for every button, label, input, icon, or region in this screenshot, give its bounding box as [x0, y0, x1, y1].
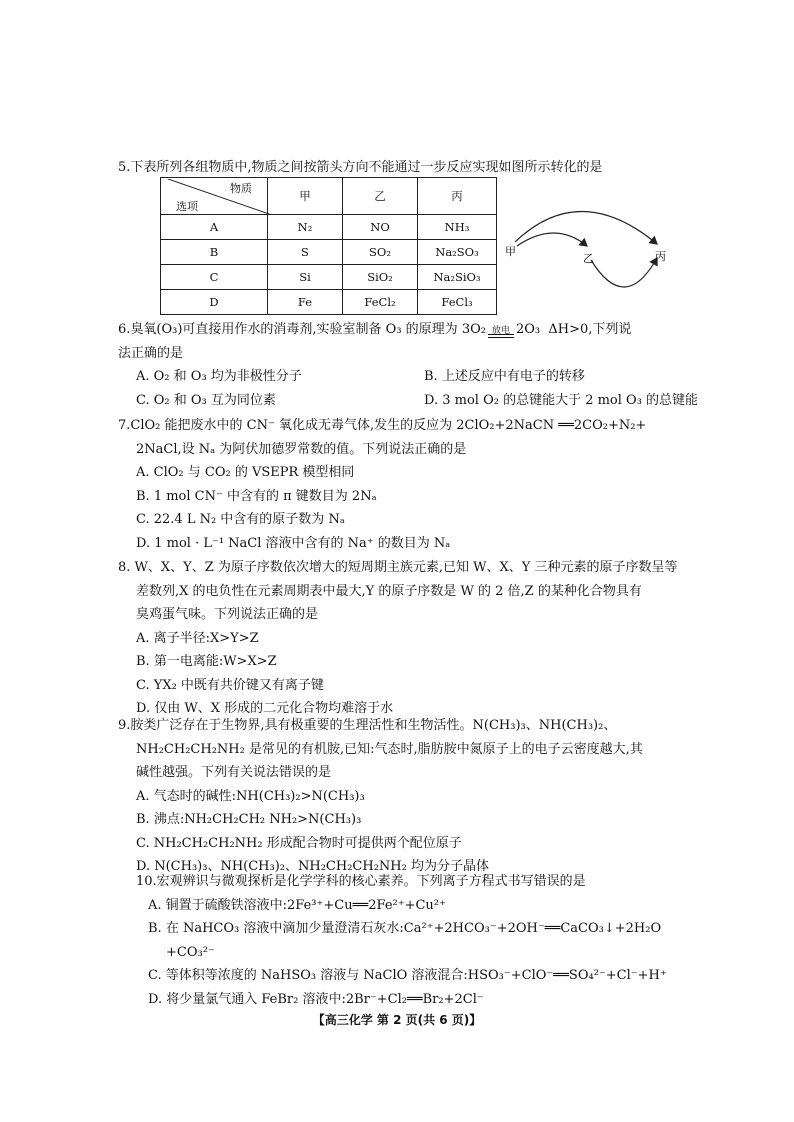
question-6-options-row1 — [118, 365, 712, 389]
question-10-option-b: B. 在 NaHCO₃ 溶液中滴加少量澄清石灰水:Ca²⁺+2HCO₃⁻+2OH⁻══CaCO₃↓+2H₂O — [148, 921, 662, 936]
question-6-stem — [118, 318, 712, 342]
question-9-stem-line2: NH₂CH₂CH₂NH₂ 是常见的有机胺,已知:气态时,脂肪胺中氮原子上的电子云密度越大,其 — [136, 741, 643, 757]
question-8-stem-line3: 臭鸡蛋气味。下列说法正确的是 — [136, 607, 319, 622]
question-8-stem-line2: 差数列,X 的电负性在元素周期表中最大,Y 的原子序数是 W 的 2 倍,Z 的某种化合物具有 — [136, 583, 642, 599]
table-cell: FeCl₃ — [418, 290, 497, 315]
table-cell: N₂ — [268, 215, 343, 240]
scheme-node-bing: 丙 — [655, 250, 666, 263]
question-6-stem-part1: 6.臭氧(O₃)可直接用作水的消毒剂,实验室制备 O₃ 的原理为 3O₂ — [118, 322, 486, 337]
question-6-option-c: C. O₂ 和 O₃ 互为同位素 — [136, 392, 276, 408]
question-7-stem-line1: 7.ClO₂ 能把废水中的 CN⁻ 氧化成无毒气体,发生的反应为 2ClO₂+2NaCN ══2CO₂+N₂+ — [118, 418, 647, 433]
question-8-option-d: D. 仅由 W、X 形成的二元化合物均难溶于水 — [136, 701, 394, 716]
question-6 — [118, 318, 712, 412]
question-10-stem: 10.宏观辨识与微观探析是化学学科的核心素养。下列离子方程式书写错误的是 — [136, 874, 586, 889]
question-7-option-a: A. ClO₂ 与 CO₂ 的 VSEPR 模型相同 — [136, 465, 355, 480]
question-6-options-row2 — [118, 389, 712, 413]
question-10 — [118, 870, 712, 1011]
table-cell: D — [161, 290, 268, 315]
table-cell: Na₂SiO₃ — [418, 265, 497, 290]
question-7-option-c: C. 22.4 L N₂ 中含有的原子数为 Nₐ — [136, 512, 345, 527]
table-cell: Fe — [268, 290, 343, 315]
question-8-option-a: A. 离子半径:X>Y>Z — [136, 630, 259, 646]
question-6-stem-part2: 2O₃ ΔH>0,下列说 — [515, 322, 632, 337]
question-6-option-b: B. 上述反应中有电子的转移 — [424, 369, 585, 384]
table-cell: FeCl₂ — [343, 290, 418, 315]
scheme-node-yi: 乙 — [583, 252, 594, 265]
question-6-option-a: A. O₂ 和 O₃ 均为非极性分子 — [136, 369, 302, 384]
corner-label-option: 选项 — [176, 200, 198, 213]
question-8-stem-line1: 8. W、X、Y、Z 为原子序数依次增大的短周期主族元素,已知 W、X、Y 三种元素的原子序数呈等 — [118, 560, 678, 575]
table-corner-diagonal — [168, 179, 264, 213]
table-cell: SO₂ — [343, 240, 418, 265]
question-9-option-c: C. NH₂CH₂CH₂NH₂ 形成配合物时可提供两个配位原子 — [136, 835, 462, 851]
question-6-stem-part3: 法正确的是 — [118, 345, 184, 361]
question-7-stem-line2: 2NaCl,设 Nₐ 为阿伏加德罗常数的值。下列说法正确的是 — [136, 441, 467, 457]
page-footer: 【高三化学 第 2 页(共 6 页)】 — [312, 1013, 482, 1027]
question-9-option-b: B. 沸点:NH₂CH₂CH₂ NH₂>N(CH₃)₃ — [136, 812, 362, 827]
conversion-scheme — [505, 200, 680, 300]
question-9-stem-line1: 9.胺类广泛存在于生物界,具有极重要的生理活性和生物活性。N(CH₃)₃、NH(CH₃)₂、 — [118, 718, 617, 733]
col-header-jia: 甲 — [268, 178, 343, 215]
table-row — [161, 265, 497, 290]
question-9-option-a: A. 气态时的碱性:NH(CH₃)₂>N(CH₃)₃ — [136, 788, 365, 804]
question-9-option-d: D. N(CH₃)₃、NH(CH₃)₂、NH₂CH₂CH₂NH₂ 均为分子晶体 — [136, 859, 489, 874]
table-row — [161, 215, 497, 240]
discharge-arrow — [488, 325, 514, 338]
col-header-yi: 乙 — [343, 178, 418, 215]
question-7 — [118, 414, 712, 555]
table-row — [161, 290, 497, 315]
question-10-option-d: D. 将少量氯气通入 FeBr₂ 溶液中:2Br⁻+Cl₂══Br₂+2Cl⁻ — [148, 991, 484, 1007]
scheme-node-jia: 甲 — [505, 245, 516, 258]
question-5 — [118, 156, 712, 180]
table-cell: Si — [268, 265, 343, 290]
question-8-option-b: B. 第一电离能:W>X>Z — [136, 654, 277, 669]
corner-label-substance: 物质 — [230, 182, 252, 195]
question-5-stem: 5.下表所列各组物质中,物质之间按箭头方向不能通过一步反应实现如图所示转化的是 — [118, 160, 603, 175]
arrow-label: 放电 — [491, 326, 510, 336]
table-cell: S — [268, 240, 343, 265]
table-row — [161, 240, 497, 265]
table-cell: A — [161, 215, 268, 240]
table-cell: B — [161, 240, 268, 265]
question-9 — [118, 714, 712, 879]
question-6-option-d: D. 3 mol O₂ 的总键能大于 2 mol O₃ 的总键能 — [424, 392, 699, 408]
table-cell: C — [161, 265, 268, 290]
table-cell: NO — [343, 215, 418, 240]
table-cell: NH₃ — [418, 215, 497, 240]
question-10-option-c: C. 等体积等浓度的 NaHSO₃ 溶液与 NaClO 溶液混合:HSO₃⁻+ClO⁻══SO₄²⁻+Cl⁻+H⁺ — [148, 968, 667, 983]
question-10-option-a: A. 铜置于硫酸铁溶液中:2Fe³⁺+Cu══2Fe²⁺+Cu²⁺ — [148, 897, 446, 913]
question-8 — [118, 556, 712, 721]
question-7-option-d: D. 1 mol · L⁻¹ NaCl 溶液中含有的 Na⁺ 的数目为 Nₐ — [136, 535, 451, 551]
col-header-bing: 丙 — [418, 178, 497, 215]
question-10-option-b-cont: +CO₃²⁻ — [166, 944, 215, 960]
question-9-stem-line3: 碱性越强。下列有关说法错误的是 — [136, 765, 332, 780]
question-7-option-b: B. 1 mol CN⁻ 中含有的 π 键数目为 2Nₐ — [136, 488, 377, 504]
table-cell: SiO₂ — [343, 265, 418, 290]
table-cell: Na₂SO₃ — [418, 240, 497, 265]
question-8-option-c: C. YX₂ 中既有共价键又有离子键 — [136, 677, 324, 693]
